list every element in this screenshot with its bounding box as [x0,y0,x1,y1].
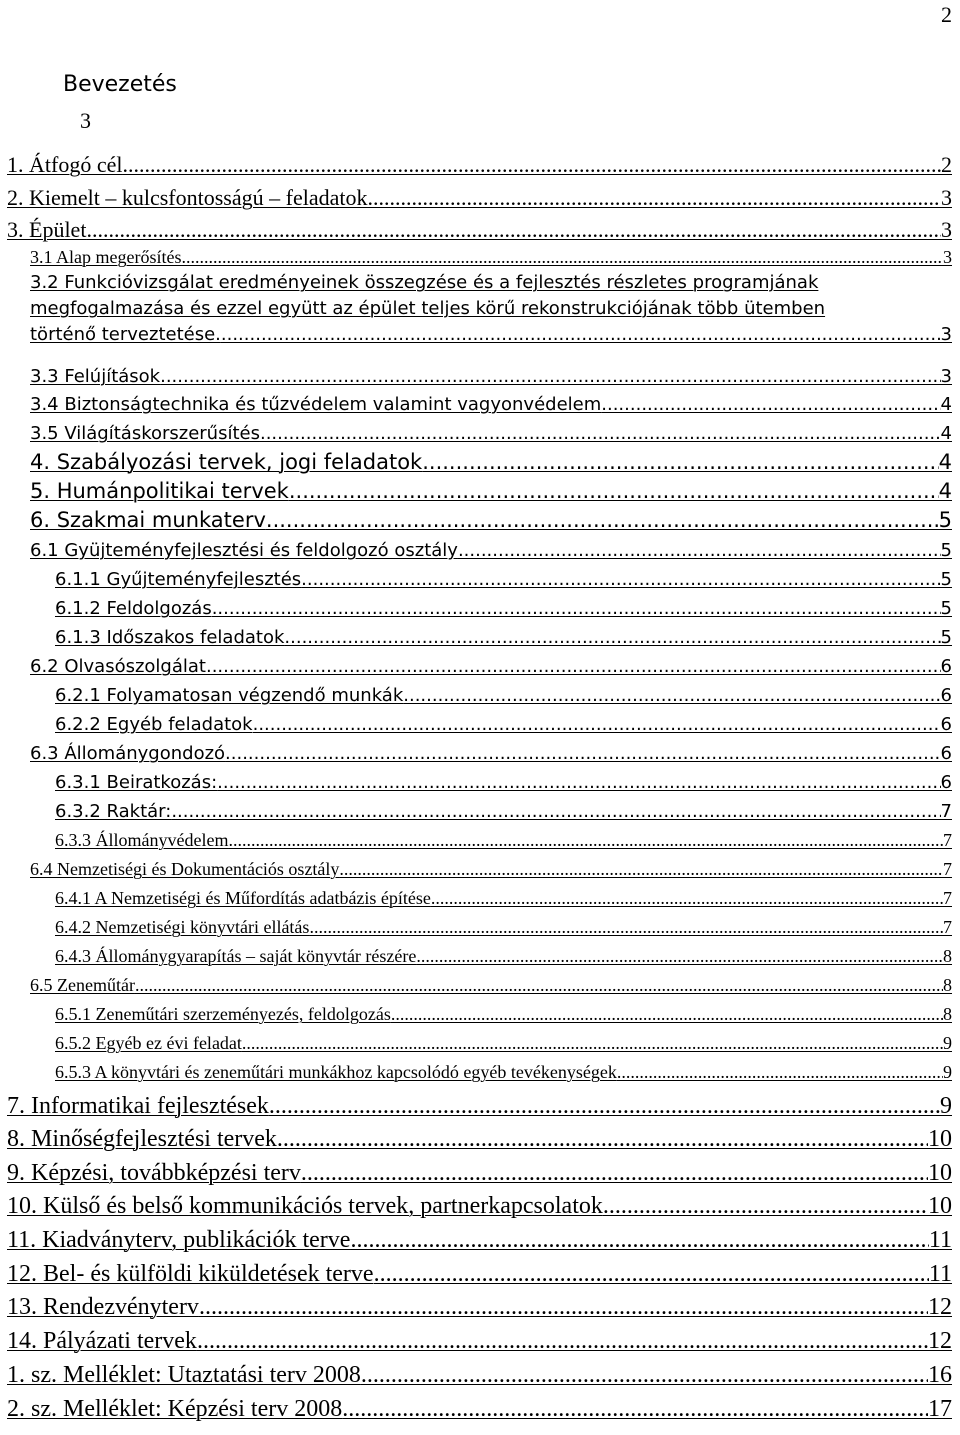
toc-entry-page: 7 [943,917,952,937]
toc-dot-leader [350,1227,928,1254]
toc-entry-text: 3. Épület [7,217,87,242]
toc-entry-page: 6 [940,714,952,735]
toc-entry[interactable] [30,366,952,387]
toc-dot-leader [301,569,940,590]
toc-entry-page: 3 [940,366,952,387]
toc-entry-text: 6.4 Nemzetiségi és Dokumentációs osztály [30,859,340,879]
toc-dot-leader [266,508,939,532]
toc-entry-text: 2. sz. Melléklet: Képzési terv 2008 [7,1396,343,1422]
toc-dot-leader [242,1033,943,1054]
toc-entry-text: 8. Minőségfejlesztési tervek [7,1126,277,1152]
toc-dot-leader [206,656,941,677]
toc-entry-page: 10 [928,1160,952,1186]
toc-entry-page: 10 [928,1193,952,1219]
toc-entry-line[interactable] [30,324,952,345]
toc-dot-leader [199,1294,928,1321]
toc-entry[interactable] [30,743,952,764]
toc-dot-leader [391,1004,943,1025]
toc-entry-page: 8 [943,946,952,966]
toc-entry-page: 17 [928,1396,952,1422]
toc-entry-text: 13. Rendezvényterv [7,1294,199,1320]
toc-entry-text: 6.3 Állománygondozó [30,743,226,764]
toc-entry-page: 3 [941,217,952,242]
toc-entry[interactable] [7,217,952,243]
toc-entry[interactable] [30,423,952,444]
toc-entry-text: 6.3.2 Raktár: [55,801,172,822]
toc-entry-text: 6.3.1 Beiratkozás: [55,772,218,793]
toc-entry-page: 5 [938,508,952,532]
toc-entry-page: 12 [928,1294,952,1320]
toc-entry-page: 10 [928,1126,952,1152]
toc-entry-page: 6 [940,656,952,677]
toc-entry-page: 5 [940,540,952,561]
toc-entry-page: 6 [940,685,952,706]
toc-entry[interactable] [30,975,952,996]
toc-dot-leader [431,888,943,909]
toc-entry-text: 6.5 Zeneműtár [30,975,135,995]
toc-entry[interactable] [55,830,952,851]
toc-dot-leader [289,479,939,503]
toc-entry[interactable] [55,685,952,706]
toc-entry[interactable] [7,1227,952,1254]
toc-entry-page: 9 [943,1033,952,1053]
toc-dot-leader [260,423,941,444]
toc-dot-leader [228,830,943,851]
toc-entry-page: 6 [940,743,952,764]
toc-entry-page: 11 [928,1261,952,1287]
toc-dot-leader [284,627,940,648]
toc-entry-page: 16 [928,1362,952,1388]
toc-entry-page: 9 [943,1062,952,1082]
toc-dot-leader [277,1126,928,1153]
toc-entry-text: 6.1 Gyüjteményfejlesztési és feldolgozó osztály [30,540,458,561]
toc-dot-leader [617,1062,943,1083]
toc-entry-text: 6.2 Olvasószolgálat [30,656,206,677]
toc-entry[interactable] [30,540,952,561]
toc-entry-page: 5 [940,569,952,590]
toc-entry[interactable] [55,598,952,619]
toc-entry-page: 8 [943,1004,952,1024]
toc-entry-text: 3.3 Felújítások [30,366,161,387]
toc-entry[interactable] [55,627,952,648]
toc-entry-page: 7 [943,888,952,908]
toc-dot-leader [135,975,943,996]
toc-entry[interactable] [7,152,952,178]
toc-dot-leader [342,1396,928,1423]
toc-entry[interactable] [30,508,952,532]
toc-entry[interactable] [55,946,952,967]
toc-dot-leader [160,366,940,387]
toc-entry[interactable] [55,1062,952,1083]
toc-entry-page: 4 [938,450,952,474]
toc-entry[interactable] [7,1261,952,1288]
toc-dot-leader [253,714,941,735]
toc-entry-page: 3 [940,324,952,345]
toc-entry-page: 7 [943,859,952,879]
toc-entry[interactable] [7,1362,952,1389]
toc-entry-page: 6 [940,772,952,793]
toc-entry[interactable] [7,1193,952,1220]
toc-dot-leader [122,152,941,178]
toc-entry-text: 12. Bel- és külföldi kiküldetések terve [7,1261,374,1287]
toc-dot-leader [212,598,941,619]
toc-entry-page: 7 [940,801,952,822]
toc-entry-text: 1. sz. Melléklet: Utaztatási terv 2008 [7,1362,361,1388]
toc-dot-leader [225,743,941,764]
toc-entry-page: 5 [940,598,952,619]
toc-entry[interactable] [55,1004,952,1025]
toc-entry-page: 2 [941,152,952,177]
toc-entry-page: 11 [928,1227,952,1253]
toc-entry-text: 6.5.1 Zeneműtári szerzeményezés, feldolgozás [55,1004,391,1024]
toc-entry-page: 5 [940,627,952,648]
toc-entry-page: 3 [941,185,952,210]
toc-dot-leader [601,394,940,415]
toc-dot-leader [603,1193,928,1220]
toc-entry-text: 7. Informatikai fejlesztések [7,1093,269,1119]
toc-dot-leader [458,540,941,561]
toc-entry-text: 11. Kiadványterv, publikációk terve [7,1227,351,1253]
toc-dot-leader [361,1362,928,1389]
toc-entry[interactable] [55,569,952,590]
toc-entry[interactable] [55,917,952,938]
toc-dot-leader [197,1328,928,1355]
toc-dot-leader [422,450,938,474]
toc-dot-leader [269,1093,940,1120]
intro-title: Bevezetés [63,72,177,97]
toc-entry-text: 3.1 Alap megerősítés [30,247,182,267]
toc-dot-leader [181,247,943,268]
toc-entry[interactable] [55,1033,952,1054]
toc-entry-text: 14. Pályázati tervek [7,1328,197,1354]
toc-entry-text: 6.3.3 Állományvédelem [55,830,229,850]
toc-entry-line[interactable]: megfogalmazása és ezzel együtt az épület teljes körű rekonstrukciójának több ütemben [30,298,826,319]
toc-entry-text: 6. Szakmai munkaterv [30,508,266,532]
toc-entry[interactable] [30,859,952,880]
toc-entry[interactable] [7,1328,952,1355]
toc-dot-leader [374,1261,929,1288]
toc-entry-text: 10. Külső és belső kommunikációs tervek, partnerkapcsolatok [7,1193,603,1219]
toc-entry[interactable] [55,714,952,735]
toc-dot-leader [171,801,940,822]
toc-entry-text: 6.4.1 A Nemzetiségi és Műfordítás adatbázis építése [55,888,431,908]
toc-dot-leader [339,859,943,880]
toc-entry[interactable] [55,888,952,909]
toc-entry-page: 4 [940,394,952,415]
toc-entry-text: történő terveztetése. [30,324,221,345]
toc-entry-text: 3.5 Világításkorszerűsítés [30,423,260,444]
page-number: 2 [941,2,952,27]
toc-entry-text: 9. Képzési, továbbképzési terv [7,1160,301,1186]
toc-entry-text: 6.4.3 Állománygyarapítás – saját könyvtár részére [55,946,417,966]
toc-entry-text: 6.1.2 Feldolgozás [55,598,212,619]
toc-dot-leader [416,946,943,967]
toc-entry-line[interactable]: 3.2 Funkcióvizsgálat eredményeinek összegzése és a fejlesztés részletes programjának [30,272,819,293]
toc-entry-page: 12 [928,1328,952,1354]
toc-entry[interactable] [30,394,952,415]
toc-dot-leader [86,217,941,243]
toc-dot-leader [309,917,943,938]
toc-entry-page: 4 [940,423,952,444]
toc-dot-leader [403,685,940,706]
toc-entry[interactable] [55,772,952,793]
toc-entry-text: 2. Kiemelt – kulcsfontosságú – feladatok [7,185,368,210]
toc-entry-page: 8 [943,975,952,995]
toc-dot-leader [367,185,941,211]
toc-entry-text: 6.1.3 Időszakos feladatok [55,627,285,648]
toc-entry-text: 6.2.2 Egyéb feladatok [55,714,253,735]
toc-entry-text: 6.2.1 Folyamatosan végzendő munkák [55,685,404,706]
toc-entry-text: 6.1.1 Gyűjteményfejlesztés [55,569,302,590]
toc-entry-text: 4. Szabályozási tervek, jogi feladatok [30,450,423,474]
toc-entry[interactable] [30,479,952,503]
toc-dot-leader [301,1160,928,1187]
toc-entry-text: 5. Humánpolitikai tervek [30,479,289,503]
toc-entry-text: 6.4.2 Nemzetiségi könyvtári ellátás [55,917,310,937]
toc-entry-page: 3 [943,247,952,267]
toc-entry[interactable] [7,1093,952,1120]
toc-entry-page: 7 [943,830,952,850]
toc-entry[interactable] [30,656,952,677]
toc-entry-text: 6.5.2 Egyéb ez évi feladat [55,1033,242,1053]
toc-entry[interactable] [30,450,952,474]
toc-entry[interactable] [7,185,952,211]
toc-entry-text: 6.5.3 A könyvtári és zeneműtári munkákhoz kapcsolódó egyéb tevékenységek [55,1062,617,1082]
toc-entry[interactable] [30,247,952,268]
toc-entry[interactable] [7,1126,952,1153]
toc-entry[interactable] [7,1396,952,1423]
toc-entry[interactable] [7,1160,952,1187]
toc-entry-page: 4 [938,479,952,503]
toc-entry[interactable] [55,801,952,822]
intro-page: 3 [80,108,91,133]
toc-entry-text: 1. Átfogó cél [7,152,123,177]
toc-entry-page: 9 [940,1093,952,1119]
toc-dot-leader [221,324,941,345]
toc-dot-leader [217,772,940,793]
toc-entry[interactable] [7,1294,952,1321]
toc-entry-text: 3.4 Biztonságtechnika és tűzvédelem valamint vagyonvédelem [30,394,602,415]
